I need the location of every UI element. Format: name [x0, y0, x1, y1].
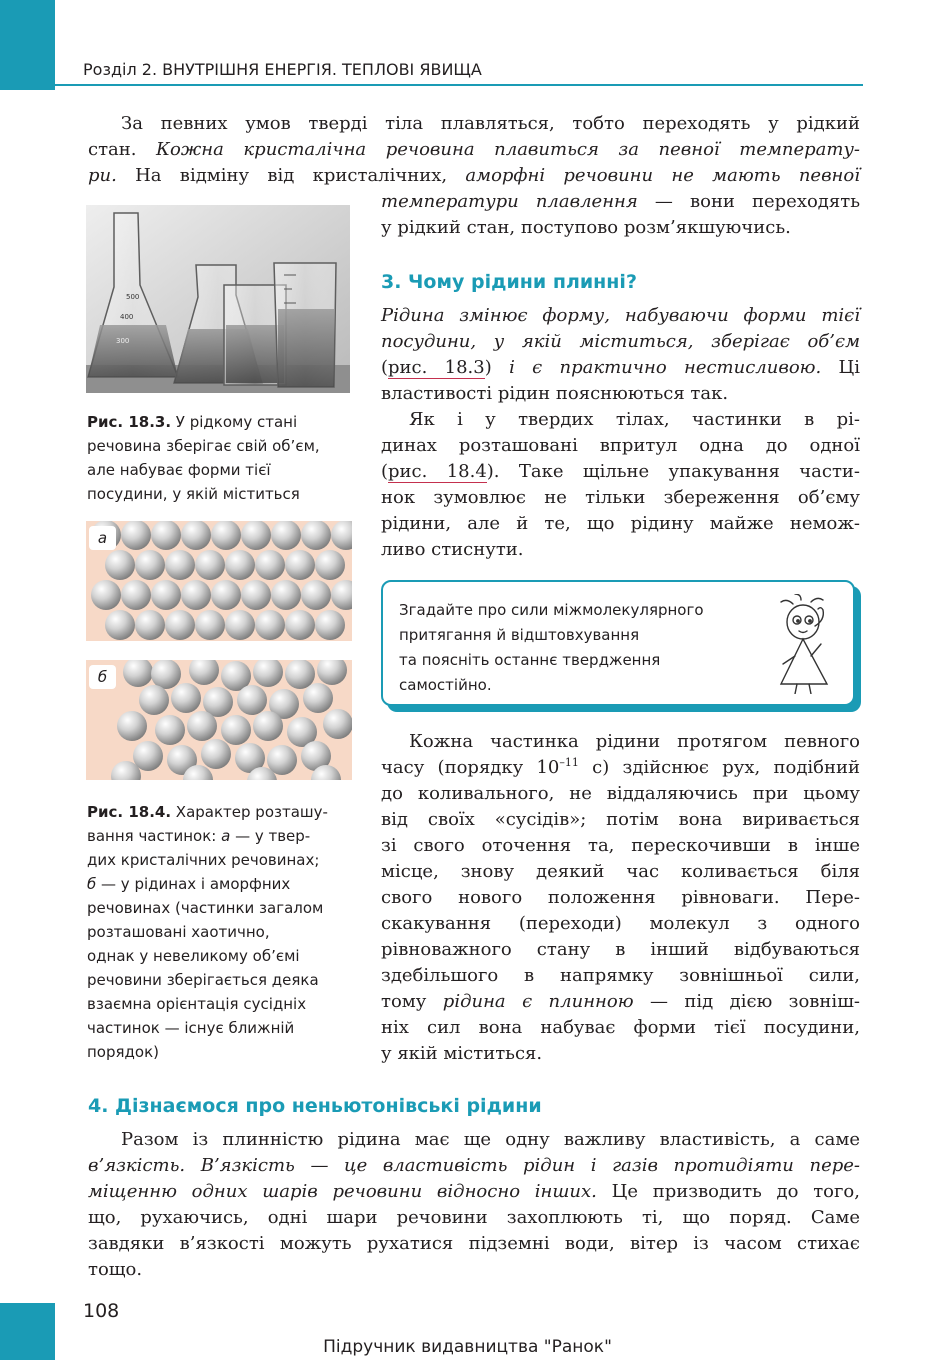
page-number: 108 [83, 1300, 120, 1322]
particle-sphere [301, 521, 331, 550]
running-header: Розділ 2. ВНУТРІШНЯ ЕНЕРГІЯ. ТЕПЛОВІ ЯВИЩА [83, 60, 482, 79]
caption-line: але набуває форми тієї [87, 461, 271, 479]
particle-sphere [317, 660, 347, 685]
crystal-particles-panel [86, 521, 352, 641]
text-line: Кожна частинка рідини протягом певного [409, 731, 860, 752]
text-line: тому рідина є плинною — під дією зовніш- [381, 991, 861, 1012]
liquid-particles-illustration [86, 660, 352, 780]
particle-sphere [241, 580, 271, 610]
particle-sphere [241, 521, 271, 550]
text-line: до коливального, не віддаляючись при цьому [381, 783, 860, 804]
particle-sphere [195, 610, 225, 640]
caption-line: порядок) [87, 1043, 159, 1061]
text-line: рідини, але й те, що рідину майже немож- [381, 513, 860, 534]
particle-sphere [237, 685, 267, 715]
beaker-mark: 400 [120, 313, 134, 321]
callout-line: притягання й відштовхування [399, 626, 640, 644]
particle-sphere [211, 521, 241, 550]
particle-sphere [135, 550, 165, 580]
particle-sphere [323, 709, 352, 739]
particle-sphere [121, 521, 151, 550]
text-line: (рис. 18.3) і є практично нестисливою. Ці [381, 357, 860, 378]
text-line: Як і у твердих тілах, частинки в рі- [409, 409, 860, 430]
text-line: ніх сил вона набуває форми тієї посудини, [381, 1017, 860, 1038]
caption-line: посудини, у якій міститься [87, 485, 300, 503]
figure-18-4-reference[interactable]: рис. 18.4 [388, 461, 487, 482]
particle-sphere [301, 580, 331, 610]
text-line: часу (порядку $10^{-11}$ с) здійснює рух, подібний [381, 756, 860, 778]
thinking-girl-icon [771, 594, 851, 694]
particle-sphere [225, 610, 255, 640]
text-line: завдяки в’язкості можуть рухатися підземні води, вітер із часом стихає [88, 1233, 860, 1254]
particle-sphere [181, 521, 211, 550]
particle-sphere [331, 580, 352, 610]
particle-sphere [285, 610, 315, 640]
text-line: посудини, у якій міститься, зберігає об’єм [381, 331, 860, 352]
callout-line: Згадайте про сили міжмолекулярного [399, 601, 704, 619]
text-line: Рідина змінює форму, набуваючи форми тієї [381, 305, 860, 326]
particle-sphere [105, 550, 135, 580]
text-line: властивості рідин пояснюються так. [381, 383, 729, 404]
particle-sphere [271, 521, 301, 550]
particle-sphere [331, 521, 352, 550]
particle-sphere [201, 739, 231, 769]
particle-sphere [253, 711, 283, 741]
particle-sphere [315, 610, 345, 640]
crystal-lattice-illustration [86, 521, 352, 641]
particle-sphere [189, 660, 219, 685]
caption-line: розташовані хаотично, [87, 923, 270, 941]
caption-line: частинок — існує ближній [87, 1019, 295, 1037]
particle-sphere [195, 550, 225, 580]
text-line: в’язкість. В’язкість — це властивість рідин і газів протидіяти пере- [88, 1155, 860, 1176]
text-line: ливо стиснути. [381, 539, 524, 560]
caption-line: Рис. 18.4. Характер розташу- [87, 803, 328, 821]
particle-sphere [121, 580, 151, 610]
particle-sphere [155, 715, 185, 745]
particle-sphere [303, 683, 333, 713]
text-line: Разом із плинністю рідина має ще одну важливу властивість, а саме [121, 1129, 860, 1150]
particle-sphere [139, 685, 169, 715]
particle-sphere [151, 580, 181, 610]
particle-sphere [165, 550, 195, 580]
text-line: у рідкий стан, поступово розм’якшуючись. [381, 217, 791, 238]
header-color-tab [0, 0, 55, 90]
section-3-heading: 3. Чому рідини плинні? [381, 271, 637, 293]
particle-sphere [253, 660, 283, 687]
text-line: температури плавлення — вони переходять [381, 191, 861, 212]
text-line: За певних умов тверді тіла плавляться, тобто переходять у рідкий [121, 113, 860, 134]
text-line: динах розташовані впритул одна до одної [381, 435, 860, 456]
panel-label-a: а [89, 526, 116, 550]
particle-sphere [221, 715, 251, 745]
text-line: що, рухаючись, одні шари речовини захоплюють ті, що поряд. Саме [88, 1207, 860, 1228]
text-line: стан. Кожна кристалічна речовина плавиться за певної температу- [88, 139, 860, 160]
text-line: місце, знову деякий час коливається біля [381, 861, 860, 882]
beaker-mark: 500 [126, 293, 140, 301]
caption-line: вання частинок: а — у твер- [87, 827, 311, 845]
particle-sphere [123, 660, 153, 687]
particle-sphere [151, 660, 181, 689]
caption-line: однак у невеликому об’ємі [87, 947, 300, 965]
text-line: тощо. [88, 1259, 143, 1280]
callout-line: та поясніть останнє твердження [399, 651, 661, 669]
text-line: здебільшого в напрямку зовнішньої сили, [381, 965, 860, 986]
callout-line: самостійно. [399, 676, 492, 694]
header-divider [55, 84, 863, 86]
caption-line: речовина зберігає свій об’єм, [87, 437, 320, 455]
particle-sphere [135, 610, 165, 640]
beaker-mark: 300 [116, 337, 130, 345]
caption-line: речовини зберігається деяка [87, 971, 319, 989]
publisher-footer: Підручник видавництва "Ранок" [323, 1337, 612, 1357]
section-4-heading: 4. Дізнаємося про неньютонівські рідини [88, 1095, 542, 1117]
text-line: ри. На відміну від кристалічних, аморфні речовини не мають певної [88, 165, 860, 186]
particle-sphere [105, 610, 135, 640]
caption-line: речовинах (частинки загалом [87, 899, 324, 917]
particle-sphere [255, 550, 285, 580]
particle-sphere [285, 660, 315, 689]
particle-sphere [165, 610, 195, 640]
text-line: міщенню одних шарів речовини відносно інших. Це призводить до того, [88, 1181, 860, 1202]
beakers-photo [86, 205, 350, 393]
text-line: у якій міститься. [381, 1043, 543, 1064]
liquid-particles-panel [86, 660, 352, 780]
text-line: свого нового положення рівноваги. Пере- [381, 887, 860, 908]
text-line: нок зумовлює не тільки збереження об’єму [381, 487, 860, 508]
text-line: скакування (переходи) молекул з одного [381, 913, 860, 934]
caption-line: Рис. 18.3. У рідкому стані [87, 413, 298, 431]
particle-sphere [211, 580, 241, 610]
caption-line: дих кристалічних речовинах; [87, 851, 320, 869]
particle-sphere [225, 550, 255, 580]
caption-line: взаємна орієнтація сусідніх [87, 995, 307, 1013]
text-line: від своїх «сусідів»; потім вона виривається [381, 809, 860, 830]
particle-sphere [171, 683, 201, 713]
particle-sphere [271, 580, 301, 610]
particle-sphere [181, 580, 211, 610]
text-line: рівноважного стану в інший відбуваються [381, 939, 860, 960]
panel-label-b: б [89, 665, 116, 689]
text-line: (рис. 18.4). Таке щільне упакування части- [381, 461, 861, 482]
particle-sphere [91, 580, 121, 610]
particle-sphere [255, 610, 285, 640]
think-callout-box [381, 580, 859, 710]
particle-sphere [187, 711, 217, 741]
particle-sphere [151, 521, 181, 550]
text-line: зі свого оточення та, перескочивши в інше [381, 835, 860, 856]
particle-sphere [285, 550, 315, 580]
particle-sphere [315, 550, 345, 580]
figure-18-3-reference[interactable]: рис. 18.3 [388, 357, 485, 378]
particle-sphere [117, 711, 147, 741]
caption-line: б — у рідинах і аморфних [87, 875, 291, 893]
